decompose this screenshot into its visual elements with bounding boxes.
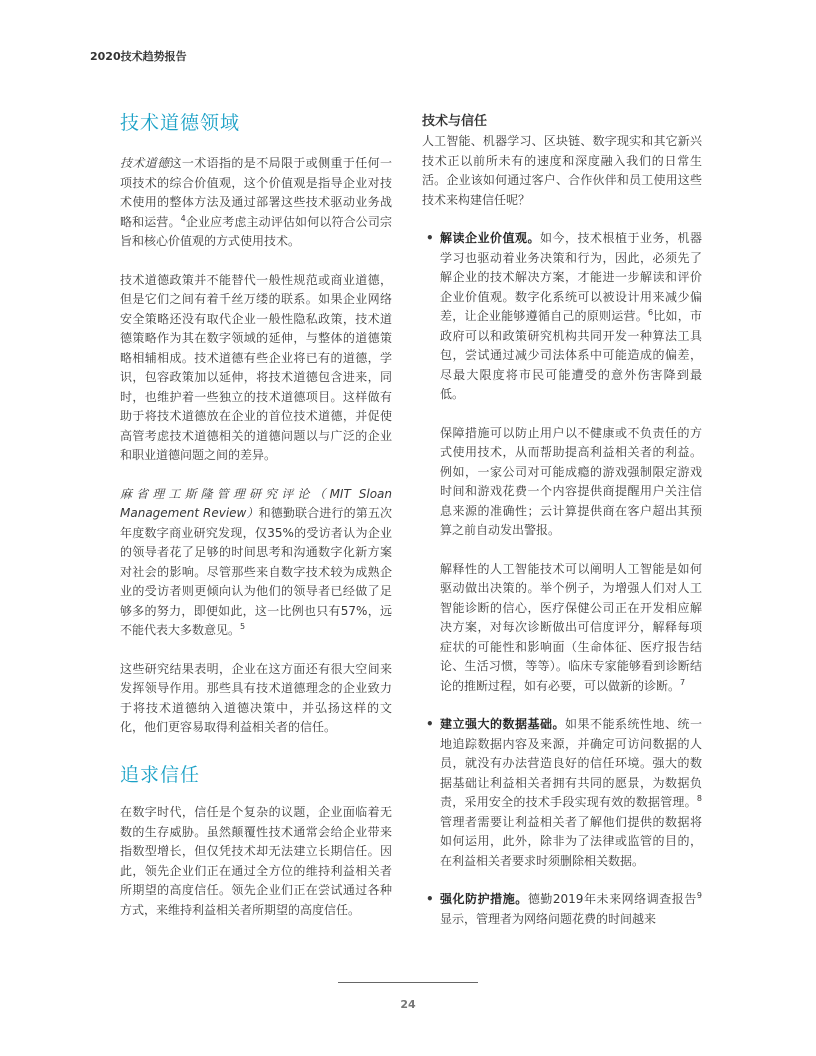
p3-text: 和德勤联合进行的第五次年度数字商业研究发现，仅35%的受访者认为企业的领导者花了足够的时间思考和沟通数字化新方案对社会的影响。尽管那些来自数字技术较为成熟企业的受访者则更倾向认为他们的领导者已经做了足够多的努力，即便如此，这一比例也只有57%，远不能代表大多数意见。	[120, 506, 392, 637]
left-column-lower	[120, 803, 392, 920]
bullet-icon: •	[426, 892, 434, 906]
footnote-7[interactable]: 7	[680, 677, 686, 687]
footnote-6[interactable]: 6	[647, 308, 654, 317]
bullet1-heading: 解读企业价值观。	[440, 231, 540, 245]
bullet-icon: •	[426, 717, 434, 731]
paragraph-1	[120, 154, 392, 252]
bullet2-heading: 建立强大的数据基础。	[440, 717, 565, 731]
p1-tail: 企业应考虑主动评估如何以符合公司宗旨和核心价值观的方式使用技术。	[120, 214, 392, 248]
section-title-pursue-trust: 追求信任	[120, 764, 201, 786]
bullet-interpret-values	[422, 229, 702, 405]
paragraph-4: 这些研究结果表明，企业在这方面还有很大空间来发挥领导作用。那些具有技术道德理念的企业致力于将技术道德纳入道德决策中，并弘扬这样的文化，他们更容易取得利益相关者的信任。	[120, 661, 392, 734]
bullet3-tail: 显示，管理者为网络问题花费的时间越来	[440, 911, 657, 926]
footer-divider	[338, 982, 478, 983]
p1-text: 这一术语指的是不局限于或侧重于任何一项技术的综合价值观，这个价值观是指导企业对技术使用的整体方法及通过部署这些技术驱动业务战略和运营。	[120, 156, 392, 229]
footnote-5[interactable]: 5	[240, 622, 246, 631]
paragraph-explainable-ai	[422, 560, 702, 697]
footnote-9[interactable]: 9	[696, 891, 702, 900]
bullet2-tail: 管理者需要让利益相关者了解他们提供的数据将如何运用，此外，除非为了法律或监管的目的，在利益相关者要求时须删除相关数据。	[440, 814, 702, 868]
bullet3-heading: 强化防护措施。	[440, 892, 528, 906]
bullet3-text: 德勤2019年未来网络调查报告	[527, 892, 697, 906]
paragraph-5: 在数字时代，信任是个复杂的议题，企业面临着无数的生存威胁。虽然颠覆性技术通常会给企业带来指数型增长，但仅凭技术却无法建立长期信任。因此，领先企业们正在通过全方位的维持利益相关者所期望的高度信任。领先企业们正在尝试通过各种方式，来维持利益相关者所期望的高度信任。	[120, 805, 392, 917]
bullet1-tail: 比如，市政府可以和政策研究机构共同开发一种算法工具包，尝试通过减少司法体系中可能造成的偏差，尽最大限度将市民可能遭受的意外伤害降到最低。	[440, 309, 702, 401]
section-title-tech-ethics: 技术道德领域	[120, 112, 241, 134]
intro-paragraph: 人工智能、机器学习、区块链、数字现实和其它新兴技术正以前所未有的速度和深度融入我们的日常生活。企业该如何通过客户、合作伙伴和员工使用这些技术来构建信任呢？	[422, 134, 702, 207]
bullet-list-2	[422, 715, 702, 871]
footnote-8[interactable]: 8	[696, 794, 702, 803]
bullet-icon: •	[426, 231, 434, 245]
bullet-list-1	[422, 229, 702, 405]
bullet2-text: 如果不能系统性地、统一地追踪数据内容及来源，并确定可访问数据的人员，就没有办法营造良好的信任环境。强大的数据基础让利益相关者拥有共同的愿景，为数据负责，采用安全的技术手段实现有效的数据管理。	[440, 717, 702, 809]
right-column	[422, 112, 702, 929]
term-tech-ethics: 技术道德	[120, 156, 170, 170]
bullet-strengthen-protection	[422, 890, 702, 929]
subheading-tech-and-trust: 技术与信任	[422, 114, 488, 129]
paragraph-3	[120, 485, 392, 641]
bullet-data-foundation	[422, 715, 702, 871]
report-header: 2020技术趋势报告	[90, 50, 187, 63]
bullet-list-3	[422, 890, 702, 929]
paragraph-2: 技术道德政策并不能替代一般性规范或商业道德，但是它们之间有着千丝万缕的联系。如果企业网络安全策略还没有取代企业一般性隐私政策，技术道德策略作为其在数字领域的延伸，与整体的道德策略相辅相成。技术道德有些企业将已有的道德，学识，包容政策加以延伸，将技术道德包含进来，同时，也维护着一些独立的技术道德项目。这样做有助于将技术道德放在企业的首位技术道德，并促使高管考虑技术道德相关的道德问题以与广泛的企业和职业道德问题之间的差异。	[120, 272, 392, 462]
explain-text: 解释性的人工智能技术可以阐明人工智能是如何驱动做出决策的。举个例子，为增强人们对人工智能诊断的信心，医疗保健公司正在开发相应解决方案，对每次诊断做出可信度评分，解释每项症状的可能性和影响面（生命体征、医疗报告结论、生活习惯，等等）。临床专家能够看到诊断结论的推断过程，如有必要，可以做新的诊断。	[440, 561, 702, 693]
left-column	[120, 110, 392, 738]
source-mit-smr: 麻省理工斯隆管理研究评论（MIT Sloan Management Review）	[120, 486, 392, 520]
bullet1-text: 如今，技术根植于业务，机器学习也驱动着业务决策和行为，因此，必须先了解企业的技术解决方案，才能进一步解读和评价企业价值观。数字化系统可以被设计用来减少偏差，让企业能够遵循自己的原则运营。	[440, 231, 702, 323]
paragraph-safeguards: 保障措施可以防止用户以不健康或不负责任的方式使用技术，从而帮助提高利益相关者的利益。例如，一家公司对可能成瘾的游戏强制限定游戏时间和游戏花费一个内容提供商提醒用户关注信息来源的准确性；云计算提供商在客户超出其预算之前自动发出警报。	[440, 425, 702, 537]
footnote-4[interactable]: 4	[180, 213, 186, 223]
page-number: 24	[400, 998, 416, 1011]
